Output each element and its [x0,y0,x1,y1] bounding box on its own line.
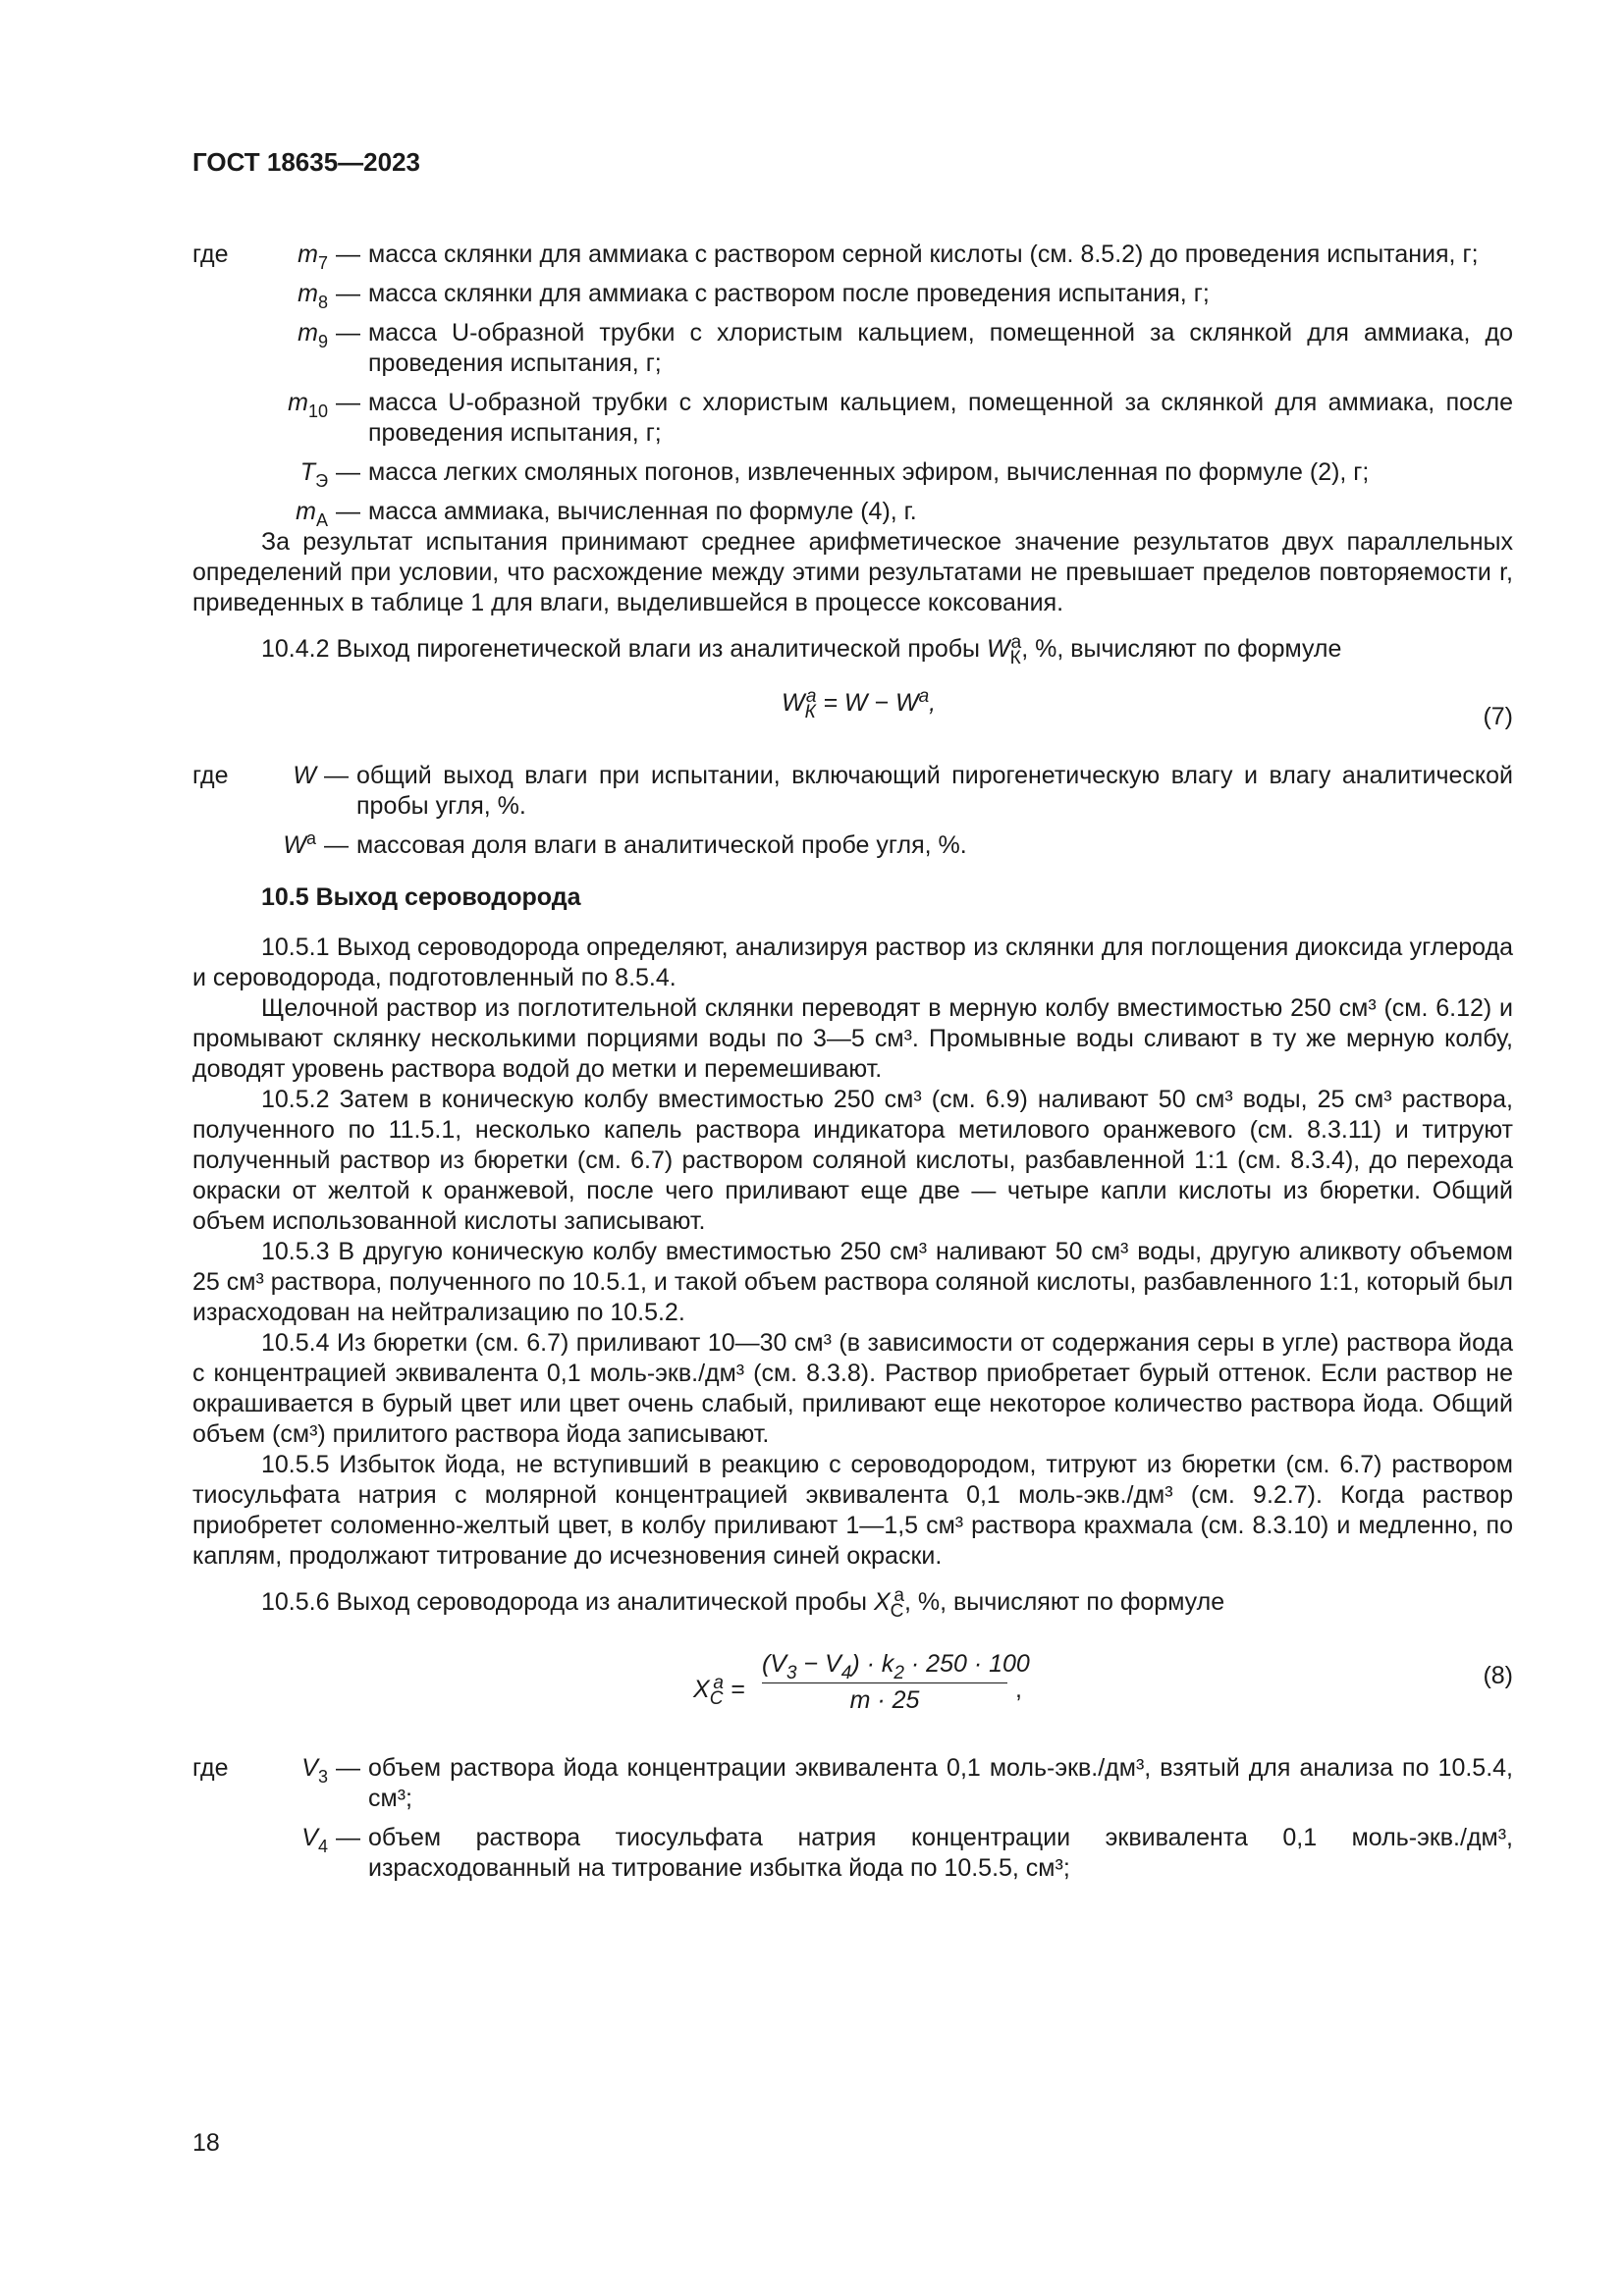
paragraph-10-5-2: 10.5.2 Затем в коническую колбу вместимостью 250 см³ (см. 6.9) наливают 50 см³ воды, 25 см³ раствора, полученного по 11.5.1, несколько капель раствора индикатора метилового оранжевого (см. 8.3.11) и титруют полученный раствор из бюретки (см. 6.7) раствором соляной кислоты, разбавленной 1:1 (см. 8.3.4), до перехода окраски от желтой к оранжевой, после чего приливают еще две — четыре капли кислоты из бюретки. Общий объем использованной кислоты записывают. [192,1086,1513,1235]
paragraph-alkaline: Щелочной раствор из поглотительной склянки переводят в мерную колбу вместимостью 250 см³ (см. 6.12) и промывают склянку несколькими порциями воды по 3—5 см³. Промывные воды сливают в ту же мерную колбу, доводят уровень раствора водой до метки и перемешивают. [192,994,1513,1083]
formula-8-lhs: $X_С^а$ = [693,1673,745,1709]
formula-7-number: (7) [1483,703,1513,730]
formula-7-expression: $W_К^а = W - W^а$, [782,686,937,722]
definition-w: где W — общий выход влаги при испытании, включающий пирогенетическую влагу и влагу аналитической пробы угля, %. [192,762,1513,820]
formula-8-numerator: $(V_3 - V_4) \cdot k_2 \cdot 250 \cdot 100$ [762,1650,1030,1683]
definition-m10: $m_{10}$ — масса U-образной трубки с хлористым кальцием, помещенной за склянкой для аммиака, после проведения испытания, г; [288,389,1513,447]
definitions-list-2 [192,761,1513,861]
definition-te: $T_Э$ — масса легких смоляных погонов, извлеченных эфиром, вычисленная по формуле (2), г; [299,458,1370,491]
paragraph-10-4-2: 10.4.2 Выход пирогенетической влаги из аналитической пробы $W_К^а$, %, вычисляют по формуле [261,632,1342,668]
result-paragraph: За результат испытания принимают среднее арифметическое значение результатов двух параллельных определений при условии, что расхождение между этими результатами не превышает пределов повторяемости r, приведенных в таблице 1 для влаги, выделившейся в процессе коксования. [192,528,1513,616]
definition-m7: где $m_7$ — масса склянки для аммиака с раствором серной кислоты (см. 8.5.2) до проведения испытания, г; [192,240,1479,273]
definition-wa: $W^a$ — массовая доля влаги в аналитической пробе угля, %. [283,828,967,859]
definition-m9: $m_9$ — масса U-образной трубки с хлористым кальцием, помещенной за склянкой для аммиака, до проведения испытания, г; [298,319,1513,377]
formula-8: $X_С^а$ = $\frac{(V_3 - V_4) \cdot k_2 \cdot 250 \cdot 100}{m \cdot 25}$ , (8) [693,1650,1513,1714]
paragraph-10-5-6: 10.5.6 Выход сероводорода из аналитической пробы $X_С^а$, %, вычисляют по формуле [261,1585,1225,1622]
formula-7 [192,684,1513,739]
paragraph-10-5-5: 10.5.5 Избыток йода, не вступивший в реакцию с сероводородом, титруют из бюретки (см. 6.7) раствором тиосульфата натрия с молярной концентрацией эквивалента 0,1 моль-экв./дм³ (см. 9.2.7). Когда раствор приобретет соломенно-желтый цвет, в колбу приливают 1—1,5 см³ раствора крахмала (см. 8.3.10) и медленно, по каплям, продолжают титрование до исчезновения синей окраски. [192,1451,1513,1570]
paragraph-10-5-3: 10.5.3 В другую коническую колбу вместимостью 250 см³ наливают 50 см³ воды, другую аликвоту объемом 25 см³ раствора, полученного по 10.5.1, и такой объем раствора соляной кислоты, разбавленного 1:1, который был израсходован на нейтрализацию по 10.5.2. [192,1238,1513,1326]
formula-8-number: (8) [1483,1662,1513,1689]
page-number: 18 [192,2129,220,2157]
definition-m8: $m_8$ — масса склянки для аммиака с раствором после проведения испытания, г; [298,280,1210,312]
definitions-list-3 [192,1753,1513,1884]
definition-ma: $m_A$ — масса аммиака, вычисленная по формуле (4), г. [296,498,917,530]
page [192,147,1513,1893]
section-heading-10-5: 10.5 Выход сероводорода [261,883,581,911]
formula-8-fraction [762,1649,1030,1716]
paragraph-10-5-4: 10.5.4 Из бюретки (см. 6.7) приливают 10—30 см³ (в зависимости от содержания серы в угле) раствора йода с концентрацией эквивалента 0,1 моль-экв./дм³ (см. 8.3.8). Раствор приобретает бурый оттенок. Если раствор не окрашивается в бурый цвет или цвет очень слабый, приливают еще некоторое количество раствора йода. Общий объем (см³) прилитого раствора йода записывают. [192,1329,1513,1448]
definition-v4: $V_4$ — объем раствора тиосульфата натрия концентрации эквивалента 0,1 моль-экв./дм³, израсходованный на титрование избытка йода по 10.5.5, см³; [301,1824,1513,1882]
definitions-list-1 [192,240,1513,530]
formula-8-denominator: m · 25 [849,1686,920,1714]
paragraph-10-5-1: 10.5.1 Выход сероводорода определяют, анализируя раствор из склянки для поглощения диоксида углерода и сероводорода, подготовленный по 8.5.4. [192,934,1513,991]
document-header: ГОСТ 18635—2023 [192,147,420,177]
definition-v3: где $V_3$ — объем раствора йода концентрации эквивалента 0,1 моль-экв./дм³, взятый для анализа по 10.5.4, см³; [192,1754,1513,1812]
